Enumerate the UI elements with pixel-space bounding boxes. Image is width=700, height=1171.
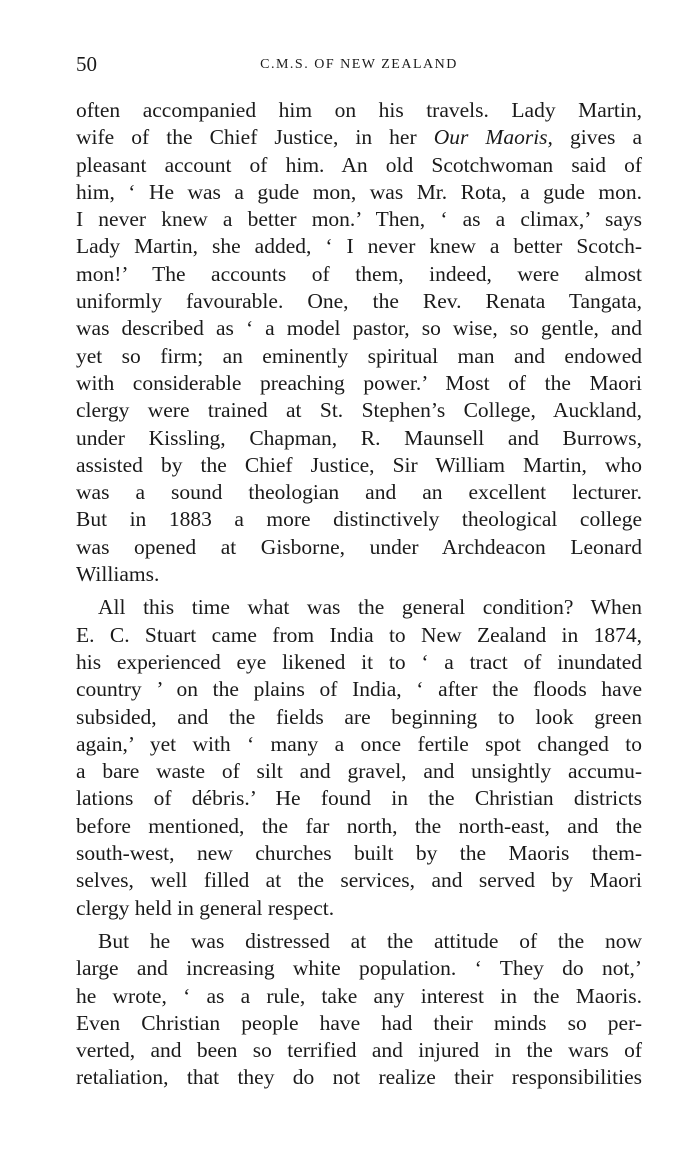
text-line: large and increasing white population. ‘ They do not,’ (76, 956, 642, 981)
text-line: Williams. (76, 562, 160, 587)
text-line: again,’ yet with ‘ many a once fertile spot changed to (76, 731, 642, 756)
text-line: But in 1883 a more distinctively theological college (76, 507, 642, 532)
text-line: All this time what was the general condition? When (98, 595, 642, 620)
text-segment: wife of the Chief Justice, in her (76, 125, 417, 150)
text-line: pleasant account of him. An old Scotchwoman said of (76, 152, 642, 177)
text-line: was a sound theologian and an excellent lecturer. (76, 480, 642, 505)
text-line: verted, and been so terrified and injured in the wars of (76, 1038, 642, 1063)
page-number: 50 (76, 52, 97, 76)
text-segment: gives a (570, 125, 643, 150)
text-line: often accompanied him on his travels. Lady Martin, (76, 98, 642, 122)
text-line: lations of débris.’ He found in the Christian districts (76, 786, 642, 811)
text-line: with considerable preaching power.’ Most of the Maori (76, 370, 642, 395)
paragraph (76, 594, 642, 922)
text-line: retaliation, that they do not realize their responsibilities (76, 1065, 642, 1090)
page-header (76, 52, 642, 80)
text-line: was described as ‘ a model pastor, so wise, so gentle, and (76, 316, 642, 341)
text-line: mon!’ The accounts of them, indeed, were almost (76, 261, 642, 286)
text-line: he wrote, ‘ as a rule, take any interest in the Maoris. (76, 983, 642, 1008)
text-line: clergy held in general respect. (76, 895, 335, 920)
text-line: his experienced eye likened it to ‘ a tract of inundated (76, 649, 642, 674)
text-line: selves, well filled at the services, and served by Maori (76, 868, 642, 893)
text-line: Even Christian people have had their minds so per- (76, 1010, 642, 1035)
text-line: uniformly favourable. One, the Rev. Renata Tangata, (76, 289, 642, 314)
text-line: subsided, and the fields are beginning to look green (76, 704, 642, 729)
text-line: south-west, new churches built by the Maoris them- (76, 841, 642, 866)
text-line: country ’ on the plains of India, ‘ after the floods have (76, 677, 642, 702)
text-line: But he was distressed at the attitude of the now (98, 928, 642, 953)
text-line: yet so firm; an eminently spiritual man and endowed (76, 343, 642, 368)
text-line: him, ‘ He was a gude mon, was Mr. Rota, a gude mon. (76, 179, 642, 204)
text-line: assisted by the Chief Justice, Sir William Martin, who (76, 452, 642, 477)
paragraph (76, 928, 642, 1092)
text-line: under Kissling, Chapman, R. Maunsell and Burrows, (76, 425, 642, 450)
text-line: a bare waste of silt and gravel, and unsightly accumu- (76, 759, 642, 784)
body-text (76, 97, 642, 1092)
text-line: before mentioned, the far north, the north-east, and the (76, 813, 642, 838)
book-title: Our Maoris, (433, 125, 553, 150)
text-line: I never knew a better mon.’ Then, ‘ as a climax,’ says (76, 207, 642, 232)
text-line: clergy were trained at St. Stephen’s College, Auckland, (76, 398, 642, 423)
running-title: C.M.S. OF NEW ZEALAND (260, 57, 458, 72)
text-line: E. C. Stuart came from India to New Zealand in 1874, (76, 622, 642, 647)
text-line: Lady Martin, she added, ‘ I never knew a better Scotch- (76, 234, 642, 259)
paragraph (76, 97, 642, 588)
text-line: was opened at Gisborne, under Archdeacon Leonard (76, 534, 642, 559)
text-line (76, 124, 642, 151)
